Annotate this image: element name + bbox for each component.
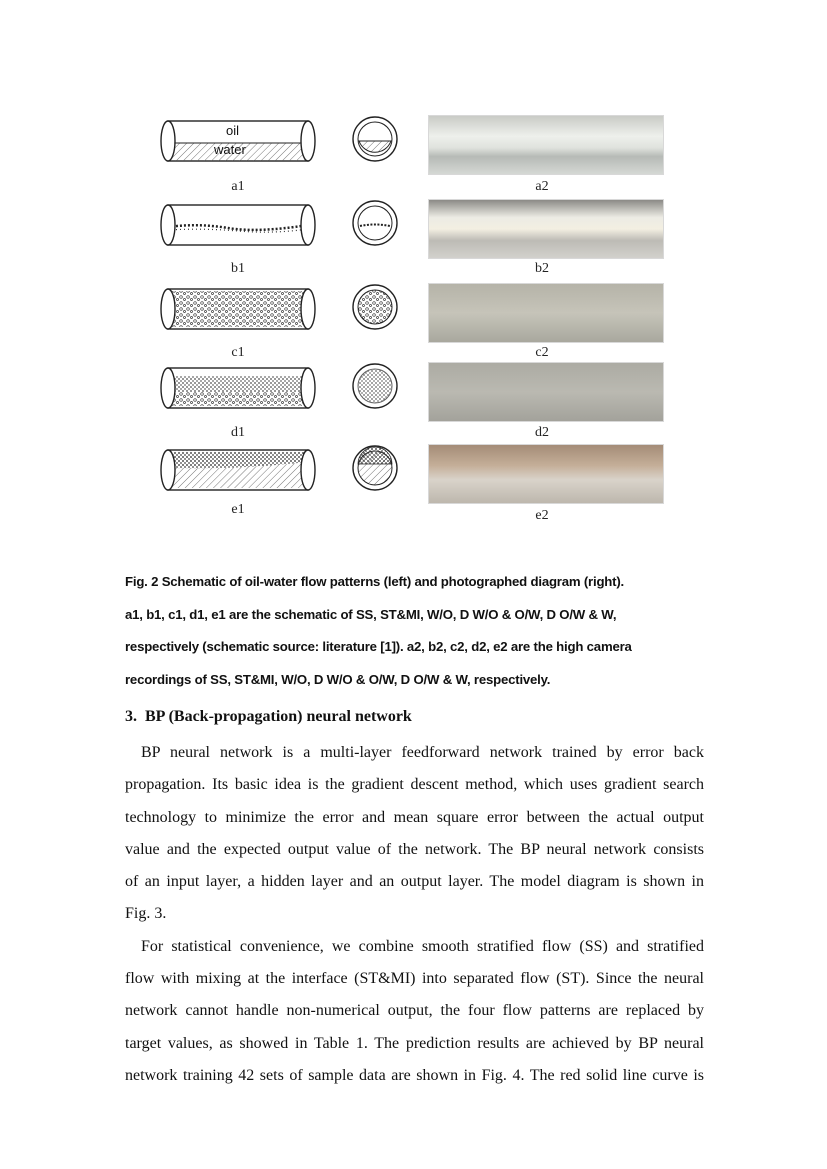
cross-section-b xyxy=(351,199,399,247)
pipe-schematic-d1 xyxy=(158,362,318,414)
paragraph-2-line: target values, as showed in Table 1. The prediction results are achieved by BP neural xyxy=(125,1034,704,1052)
body-text xyxy=(125,737,704,1092)
paragraph-1-line: value and the expected output value of the network. The BP neural network consists xyxy=(125,840,704,858)
caption-line: recordings of SS, ST&MI, W/O, D W/O & O/W, D O/W & W, respectively. xyxy=(125,671,551,687)
section-heading: 3. BP (Back-propagation) neural network xyxy=(125,708,412,725)
cross-section-c xyxy=(351,283,399,331)
pipe-schematic-c1 xyxy=(158,283,318,335)
figure-row-c xyxy=(0,283,827,363)
label-b2: b2 xyxy=(535,261,549,276)
flow-pattern-figure xyxy=(0,0,827,540)
figure-row-e xyxy=(0,444,827,524)
oil-label: oil xyxy=(226,123,240,138)
paragraph-1-line: technology to minimize the error and mean square error between the actual output xyxy=(125,808,704,826)
water-label: water xyxy=(214,142,246,157)
cross-section-a xyxy=(351,115,399,163)
figure-row-b xyxy=(0,199,827,279)
photo-e2 xyxy=(428,444,664,504)
label-a1: a1 xyxy=(231,179,245,194)
figure-row-a xyxy=(0,115,827,195)
pipe-schematic-a1 xyxy=(158,115,318,167)
caption-line: Fig. 2 Schematic of oil-water flow patterns (left) and photographed diagram (right). xyxy=(125,574,625,589)
paragraph-1-line: propagation. Its basic idea is the gradient descent method, which uses gradient search xyxy=(125,776,704,794)
paragraph-2-line: network training 42 sets of sample data are shown in Fig. 4. The red solid line curve is xyxy=(125,1066,704,1084)
label-c1: c1 xyxy=(231,345,245,360)
paragraph-1-line: BP neural network is a multi-layer feedforward network trained by error back xyxy=(141,744,704,761)
paragraph-1-line: of an input layer, a hidden layer and an output layer. The model diagram is shown in xyxy=(125,873,704,891)
figure-caption xyxy=(125,566,725,696)
cross-section-e xyxy=(351,444,399,492)
pipe-schematic-e1 xyxy=(158,444,318,496)
paragraph-1-line: Fig. 3. xyxy=(125,905,167,923)
label-e1: e1 xyxy=(231,502,245,517)
photo-a2 xyxy=(428,115,664,175)
label-d1: d1 xyxy=(231,425,245,440)
label-b1: b1 xyxy=(231,261,245,276)
label-a2: a2 xyxy=(535,179,549,194)
cross-section-d xyxy=(351,362,399,410)
paragraph-2-line: network cannot handle non-numerical output, the four flow patterns are replaced by xyxy=(125,1002,704,1020)
label-c2: c2 xyxy=(535,345,549,360)
label-e2: e2 xyxy=(535,508,549,523)
photo-c2 xyxy=(428,283,664,343)
paragraph-2-line: flow with mixing at the interface (ST&MI) into separated flow (ST). Since the neural xyxy=(125,970,704,988)
photo-d2 xyxy=(428,362,664,422)
label-d2: d2 xyxy=(535,425,549,440)
caption-line: a1, b1, c1, d1, e1 are the schematic of SS, ST&MI, W/O, D W/O & O/W, D O/W & W, xyxy=(125,606,617,622)
photo-b2 xyxy=(428,199,664,259)
figure-row-d xyxy=(0,362,827,442)
pipe-schematic-b1 xyxy=(158,199,318,251)
caption-line: respectively (schematic source: literature [1]). a2, b2, c2, d2, e2 are the high camera xyxy=(125,639,632,654)
paragraph-2-line: For statistical convenience, we combine smooth stratified flow (SS) and stratified xyxy=(141,937,704,955)
